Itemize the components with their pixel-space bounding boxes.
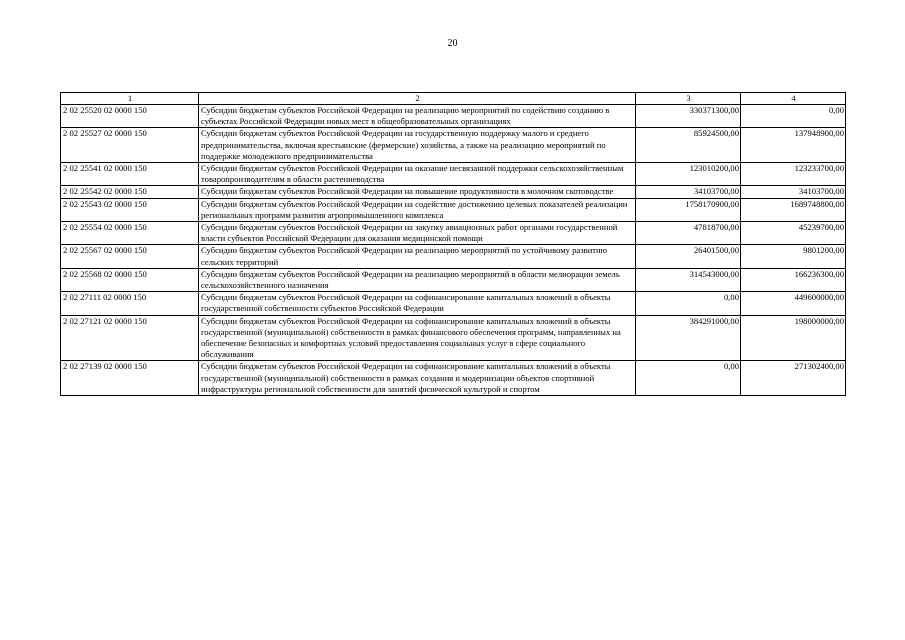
budget-code: 2 02 27111 02 0000 150: [61, 292, 199, 315]
table-row: [61, 186, 846, 198]
value-column-3: 384291000,00: [636, 315, 741, 361]
value-column-4: 271302400,00: [741, 361, 846, 396]
item-name: Субсидии бюджетам субъектов Российской Федерации на закупку авиационных работ органами государственной власти субъектов Российской Федерации для оказания медицинской помощи: [199, 222, 636, 245]
item-name: Субсидии бюджетам субъектов Российской Федерации на повышение продуктивности в молочном скотоводстве: [199, 186, 636, 198]
value-column-3: 85924500,00: [636, 128, 741, 163]
budget-code: 2 02 25568 02 0000 150: [61, 268, 199, 291]
table-row: [61, 268, 846, 291]
budget-table: [60, 92, 846, 396]
value-column-3: 26401500,00: [636, 245, 741, 268]
header-row: [61, 93, 846, 105]
value-column-4: 137948900,00: [741, 128, 846, 163]
table-row: [61, 105, 846, 128]
budget-code: 2 02 25541 02 0000 150: [61, 163, 199, 186]
item-name: Субсидии бюджетам субъектов Российской Федерации на реализацию мероприятий по содействию созданию в субъектах Российской Федерации новых мест в общеобразовательных организациях: [199, 105, 636, 128]
budget-code: 2 02 25527 02 0000 150: [61, 128, 199, 163]
item-name: Субсидии бюджетам субъектов Российской Федерации на софинансирование капитальных вложений в объекты государственной (муниципальной) собственности в рамках создания и модернизации объектов спортивной инфраструктуры региональной собственности для занятий физической культурой и спортом: [199, 361, 636, 396]
column-header-3: 3: [636, 93, 741, 105]
column-header-2: 2: [199, 93, 636, 105]
value-column-4: 34103700,00: [741, 186, 846, 198]
table-row: [61, 315, 846, 361]
column-header-1: 1: [61, 93, 199, 105]
value-column-4: 0,00: [741, 105, 846, 128]
budget-code: 2 02 27139 02 0000 150: [61, 361, 199, 396]
table-row: [61, 128, 846, 163]
value-column-3: 123010200,00: [636, 163, 741, 186]
table-row: [61, 245, 846, 268]
value-column-4: 449600000,00: [741, 292, 846, 315]
value-column-3: 314543000,00: [636, 268, 741, 291]
value-column-4: 45239700,00: [741, 222, 846, 245]
value-column-3: 1758170900,00: [636, 198, 741, 221]
value-column-3: 34103700,00: [636, 186, 741, 198]
item-name: Субсидии бюджетам субъектов Российской Федерации на реализацию мероприятий по устойчивому развитию сельских территорий: [199, 245, 636, 268]
value-column-3: 0,00: [636, 292, 741, 315]
value-column-4: 198000000,00: [741, 315, 846, 361]
item-name: Субсидии бюджетам субъектов Российской Федерации на государственную поддержку малого и среднего предпринимательства, включая крестьянские (фермерские) хозяйства, а также на реализацию мероприятий по поддержке молодежного предпринимательства: [199, 128, 636, 163]
budget-code: 2 02 25520 02 0000 150: [61, 105, 199, 128]
page-number: 20: [447, 38, 458, 49]
budget-code: 2 02 27121 02 0000 150: [61, 315, 199, 361]
item-name: Субсидии бюджетам субъектов Российской Федерации на содействие достижению целевых показателей реализации региональных программ развития агропромышленного комплекса: [199, 198, 636, 221]
value-column-4: 9801200,00: [741, 245, 846, 268]
value-column-3: 330371300,00: [636, 105, 741, 128]
table-row: [61, 361, 846, 396]
table-row: [61, 292, 846, 315]
item-name: Субсидии бюджетам субъектов Российской Федерации на софинансирование капитальных вложений в объекты государственной собственности субъектов Российской Федерации: [199, 292, 636, 315]
budget-code: 2 02 25567 02 0000 150: [61, 245, 199, 268]
column-header-4: 4: [741, 93, 846, 105]
table-row: [61, 163, 846, 186]
item-name: Субсидии бюджетам субъектов Российской Федерации на реализацию мероприятий в области мелиорации земель сельскохозяйственного назначения: [199, 268, 636, 291]
value-column-4: 166236300,00: [741, 268, 846, 291]
value-column-3: 47818700,00: [636, 222, 741, 245]
item-name: Субсидии бюджетам субъектов Российской Федерации на софинансирование капитальных вложений в объекты государственной (муниципальной) собственности в рамках финансового обеспечения программ, направленных на обеспечение безопасных и комфортных условий предоставления социальных услуг в сфере социального обслуживания: [199, 315, 636, 361]
value-column-4: 123233700,00: [741, 163, 846, 186]
budget-code: 2 02 25543 02 0000 150: [61, 198, 199, 221]
budget-code: 2 02 25542 02 0000 150: [61, 186, 199, 198]
table-row: [61, 198, 846, 221]
item-name: Субсидии бюджетам субъектов Российской Федерации на оказание несвязанной поддержки сельскохозяйственным товаропроизводителям в области растениеводства: [199, 163, 636, 186]
value-column-3: 0,00: [636, 361, 741, 396]
budget-code: 2 02 25554 02 0000 150: [61, 222, 199, 245]
value-column-4: 1689748800,00: [741, 198, 846, 221]
table-row: [61, 222, 846, 245]
